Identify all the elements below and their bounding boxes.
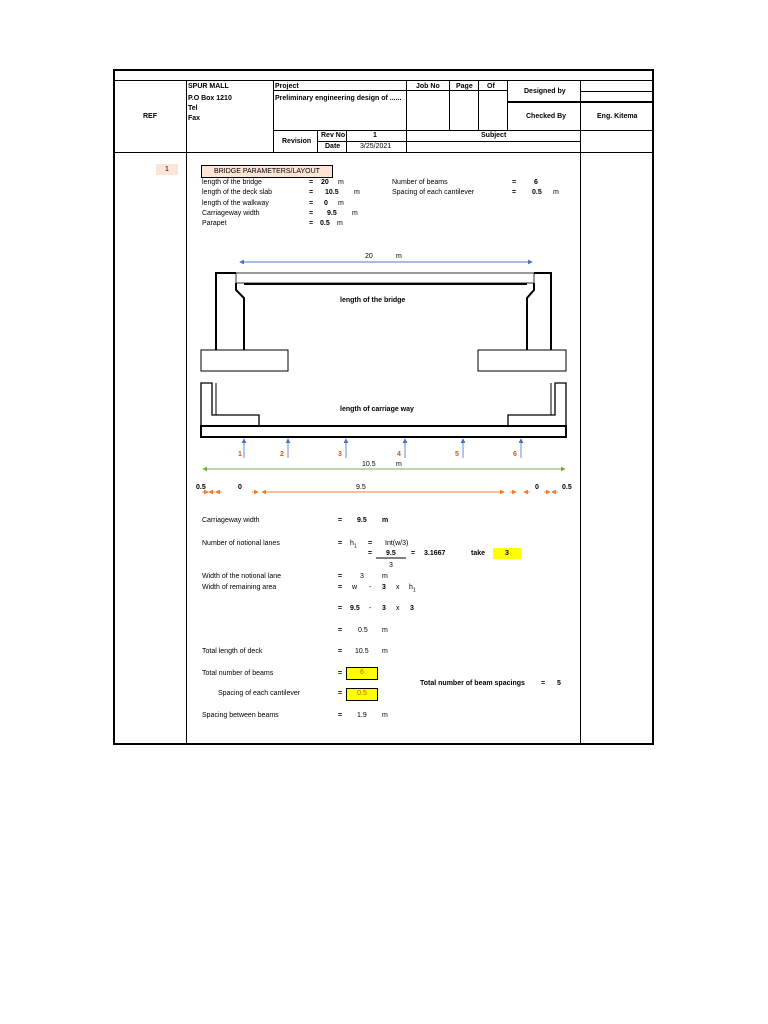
eq-sign: = bbox=[338, 690, 343, 697]
remaining3-value: 0.5 bbox=[358, 627, 368, 634]
cantilever-value: 0.5 bbox=[346, 688, 378, 701]
revision-label: Revision bbox=[282, 138, 312, 145]
dim-left-inner: 0 bbox=[238, 484, 242, 491]
designed-by-label: Designed by bbox=[524, 88, 566, 95]
param-unit: m bbox=[338, 179, 344, 186]
company-name: SPUR MALL bbox=[188, 83, 229, 90]
eq-sign: = bbox=[368, 550, 373, 557]
param-eq: = bbox=[309, 200, 314, 207]
lanes-denominator: 3 bbox=[389, 562, 393, 569]
param-value: 0.5 bbox=[320, 220, 330, 227]
page-label: Page bbox=[456, 83, 473, 90]
span-unit: m bbox=[396, 253, 402, 260]
deck-dimension-value: 10.5 bbox=[362, 461, 376, 468]
param-eq: = bbox=[512, 189, 517, 196]
param-unit: m bbox=[553, 189, 559, 196]
spacings-value: 5 bbox=[557, 680, 561, 687]
company-tel: Tel bbox=[188, 105, 198, 112]
bridge-length-caption: length of the bridge bbox=[340, 297, 406, 304]
eq-sign: = bbox=[368, 540, 373, 547]
param-label: length of the bridge bbox=[202, 179, 262, 186]
beam-label: 6 bbox=[513, 451, 517, 458]
remaining-three: 3 bbox=[382, 584, 386, 591]
beam-label: 5 bbox=[455, 451, 459, 458]
beam-label: 1 bbox=[238, 451, 242, 458]
remaining2-a: 9.5 bbox=[350, 605, 360, 612]
param-unit: m bbox=[338, 200, 344, 207]
param-label: length of the walkway bbox=[202, 200, 269, 207]
param-value: 0 bbox=[324, 200, 328, 207]
dim-right-inner: 0 bbox=[535, 484, 539, 491]
param-value: 6 bbox=[534, 179, 538, 186]
param-value: 9.5 bbox=[327, 210, 337, 217]
param-unit: m bbox=[337, 220, 343, 227]
remaining2-c: 3 bbox=[410, 605, 414, 612]
carriageway-label: Carriageway width bbox=[202, 517, 260, 524]
eq-sign: = bbox=[338, 712, 343, 719]
deck-length-label: Total length of deck bbox=[202, 648, 263, 655]
notional-width-label: Width of the notional lane bbox=[202, 573, 281, 580]
eq-sign: = bbox=[338, 670, 343, 677]
lanes-formula: Int(w/3) bbox=[385, 540, 409, 547]
param-label: Number of beams bbox=[392, 179, 448, 186]
param-label: Parapet bbox=[202, 220, 227, 227]
remaining-label: Width of remaining area bbox=[202, 584, 277, 591]
eq-sign: = bbox=[541, 680, 546, 687]
eq-sign: = bbox=[338, 517, 343, 524]
notional-width-value: 3 bbox=[360, 573, 364, 580]
project-label: Project bbox=[275, 83, 299, 90]
lanes-numerator: 9.5 bbox=[386, 550, 396, 557]
checked-by-value: Eng. Kitema bbox=[597, 113, 638, 120]
beams-label: Total number of beams bbox=[202, 670, 274, 677]
minus-sign: - bbox=[369, 584, 372, 591]
minus-sign: - bbox=[369, 605, 372, 612]
eq-sign: = bbox=[338, 605, 343, 612]
eq-sign: = bbox=[338, 573, 343, 580]
param-label: length of the deck slab bbox=[202, 189, 273, 196]
company-po-box: P.O Box 1210 bbox=[188, 95, 232, 102]
deck-dimension-unit: m bbox=[396, 461, 402, 468]
ref-label: REF bbox=[143, 113, 157, 120]
times-sign: x bbox=[396, 584, 400, 591]
lanes-symbol: $h_1$ bbox=[350, 540, 357, 550]
eq-sign: = bbox=[338, 627, 343, 634]
eq-sign: = bbox=[338, 648, 343, 655]
param-eq: = bbox=[512, 179, 517, 186]
param-unit: m bbox=[354, 189, 360, 196]
param-value: 20 bbox=[321, 179, 329, 186]
eq-sign: = bbox=[338, 540, 343, 547]
lanes-result: 3.1667 bbox=[424, 550, 446, 557]
between-beams-unit: m bbox=[382, 712, 388, 719]
span-value: 20 bbox=[365, 253, 373, 260]
beams-value: 6 bbox=[346, 667, 378, 680]
date-value: 3/25/2021 bbox=[360, 143, 392, 150]
param-eq: = bbox=[309, 189, 314, 196]
beam-label: 2 bbox=[280, 451, 284, 458]
remaining-w: w bbox=[352, 584, 358, 591]
dim-middle: 9.5 bbox=[356, 484, 366, 491]
remaining3-unit: m bbox=[382, 627, 388, 634]
param-eq: = bbox=[309, 220, 314, 227]
deck-length-value: 10.5 bbox=[355, 648, 369, 655]
take-value: 3 bbox=[493, 548, 521, 559]
param-unit: m bbox=[352, 210, 358, 217]
subject-label: Subject bbox=[481, 132, 507, 139]
carriageway-unit: m bbox=[382, 517, 389, 524]
param-eq: = bbox=[309, 179, 314, 186]
beam-arrows bbox=[244, 439, 521, 458]
times-sign: x bbox=[396, 605, 400, 612]
dim-right-outer: 0.5 bbox=[562, 484, 572, 491]
remaining-h: $h_1$ bbox=[409, 584, 416, 594]
section-ref-number: 1 bbox=[156, 164, 178, 175]
notional-width-unit: m bbox=[382, 573, 388, 580]
param-value: 0.5 bbox=[532, 189, 542, 196]
company-fax: Fax bbox=[188, 115, 201, 122]
date-label: Date bbox=[325, 143, 341, 150]
spacings-label: Total number of beam spacings bbox=[420, 680, 525, 687]
eq-sign: = bbox=[338, 584, 343, 591]
cantilever-label: Spacing of each cantilever bbox=[218, 690, 301, 697]
lanes-label: Number of notional lanes bbox=[202, 540, 280, 547]
beam-label: 3 bbox=[338, 451, 342, 458]
dim-left-outer: 0.5 bbox=[196, 484, 206, 491]
rev-no-value: 1 bbox=[373, 132, 377, 139]
param-value: 10.5 bbox=[325, 189, 339, 196]
of-label: Of bbox=[487, 83, 495, 90]
section-title: BRIDGE PARAMETERS/LAYOUT bbox=[201, 165, 333, 178]
beam-label: 4 bbox=[397, 451, 401, 458]
take-label: take bbox=[471, 550, 486, 557]
param-label: Carriageway width bbox=[202, 210, 260, 217]
between-beams-label: Spacing between beams bbox=[202, 712, 279, 719]
remaining2-b: 3 bbox=[382, 605, 386, 612]
rev-no-label: Rev No bbox=[321, 132, 346, 139]
carriageway-caption: length of carriage way bbox=[340, 406, 414, 413]
deck-length-unit: m bbox=[382, 648, 388, 655]
project-value: Preliminary engineering design of ...... bbox=[275, 95, 402, 102]
job-no-label: Job No bbox=[416, 83, 440, 90]
bridge-elevation bbox=[201, 273, 566, 371]
param-label: Spacing of each cantilever bbox=[392, 189, 475, 196]
eq-sign: = bbox=[411, 550, 416, 557]
carriageway-value: 9.5 bbox=[357, 517, 367, 524]
param-eq: = bbox=[309, 210, 314, 217]
between-beams-value: 1.9 bbox=[357, 712, 367, 719]
checked-by-label: Checked By bbox=[526, 113, 567, 120]
